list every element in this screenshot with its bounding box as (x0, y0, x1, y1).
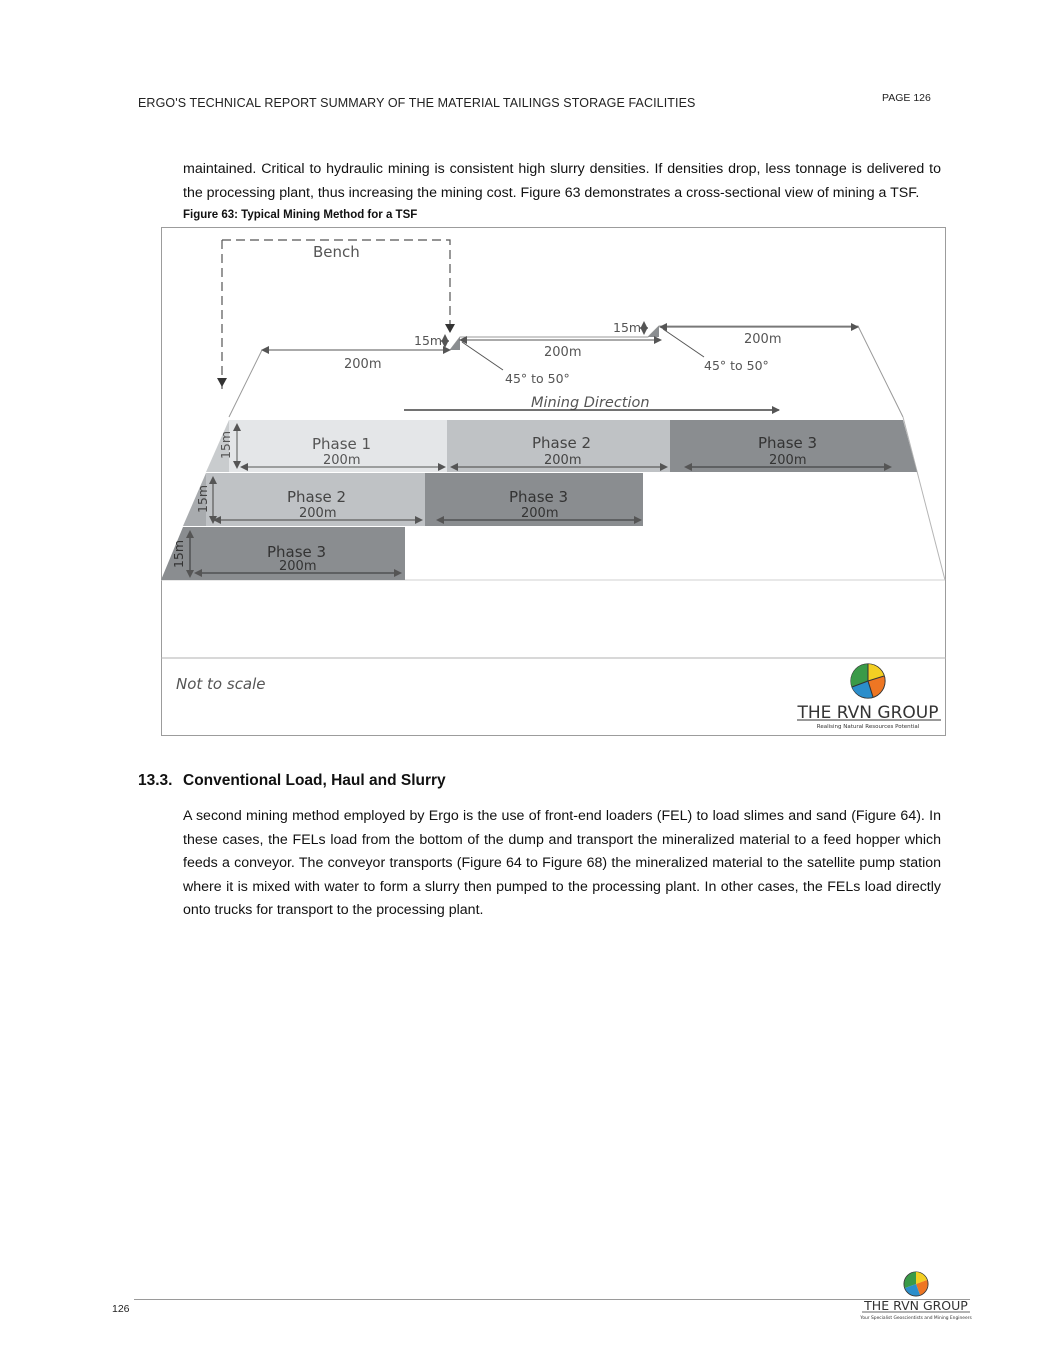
row1-phase3-label: Phase 3 (758, 434, 818, 452)
not-to-scale-label: Not to scale (176, 675, 266, 693)
row3-phase3-dim: 200m (279, 559, 317, 574)
footer-page-number: 126 (112, 1303, 130, 1315)
section-paragraph-text: A second mining method employed by Ergo is the use of front-end loaders (FEL) to load slimes and sand (Figure 64). In these cases, the FELs load from the bottom of the dump and transport the mineralized material to a feed hopper which feeds a conveyor. The conveyor transports (Figure 64 to Figure 68) the mineralized material to the satellite pump station where it is mixed with water to form a slurry then pumped to the processing plant. In other cases, the FELs load directly onto trucks for transport to the processing plant. (183, 808, 941, 919)
figure-diagram (161, 227, 946, 736)
mining-direction-label: Mining Direction (531, 395, 650, 411)
row2-height-label: 15m (195, 484, 210, 514)
row1-phase2-dim: 200m (544, 453, 582, 468)
row1-phase1-dim: 200m (323, 453, 361, 468)
section-heading (138, 772, 446, 790)
figure-mining-method (161, 227, 946, 736)
bench-label: Bench (313, 243, 360, 261)
angle-label-b: 45° to 50° (704, 358, 769, 373)
angle-label-a: 45° to 50° (505, 371, 570, 386)
dim-mid-200: 200m (544, 345, 582, 360)
row1-phase2-label: Phase 2 (532, 434, 592, 452)
intro-paragraph (183, 158, 941, 205)
running-header-title: ERGO'S TECHNICAL REPORT SUMMARY OF THE MATERIAL TAILINGS STORAGE FACILITIES (138, 96, 696, 110)
dim-height-15a: 15m (414, 333, 443, 348)
section-title: Conventional Load, Haul and Slurry (183, 772, 446, 789)
row3-height-label: 15m (171, 539, 186, 569)
row1-phase3-dim: 200m (769, 453, 807, 468)
rvn-logo-name: THE RVN GROUP (797, 703, 939, 723)
footer-logo (856, 1270, 976, 1322)
rvn-logo-tagline: Realising Natural Resources Potential (816, 724, 920, 730)
row1-phase1-label: Phase 1 (312, 435, 372, 453)
section-number: 13.3. (138, 772, 173, 789)
row2-phase2-dim: 200m (299, 506, 337, 521)
dim-height-15b: 15m (613, 320, 642, 335)
intro-paragraph-text: maintained. Critical to hydraulic mining is consistent high slurry densities. If densities drop, less tonnage is delivered to the processing plant, thus increasing the mining cost. Figure 63 demonstrates a cross-sectional view of mining a TSF. (183, 161, 941, 201)
row2-phase2-label: Phase 2 (287, 488, 347, 506)
dim-right-200: 200m (744, 332, 782, 347)
footer-rule (134, 1299, 970, 1300)
section-paragraph (183, 805, 941, 923)
row2-phase3-label: Phase 3 (509, 488, 569, 506)
row3-phase3-label: Phase 3 (267, 543, 327, 561)
figure-caption: Figure 63: Typical Mining Method for a TSF (183, 209, 418, 221)
footer-logo-tagline: Your Specialist Geoscientists and Mining Engineers (860, 1316, 972, 1321)
running-header-page: PAGE 126 (882, 92, 931, 104)
footer-logo-name: THE RVN GROUP (864, 1298, 968, 1313)
dim-left-200: 200m (344, 357, 382, 372)
row1-height-label: 15m (218, 430, 233, 460)
row2-phase3-dim: 200m (521, 506, 559, 521)
